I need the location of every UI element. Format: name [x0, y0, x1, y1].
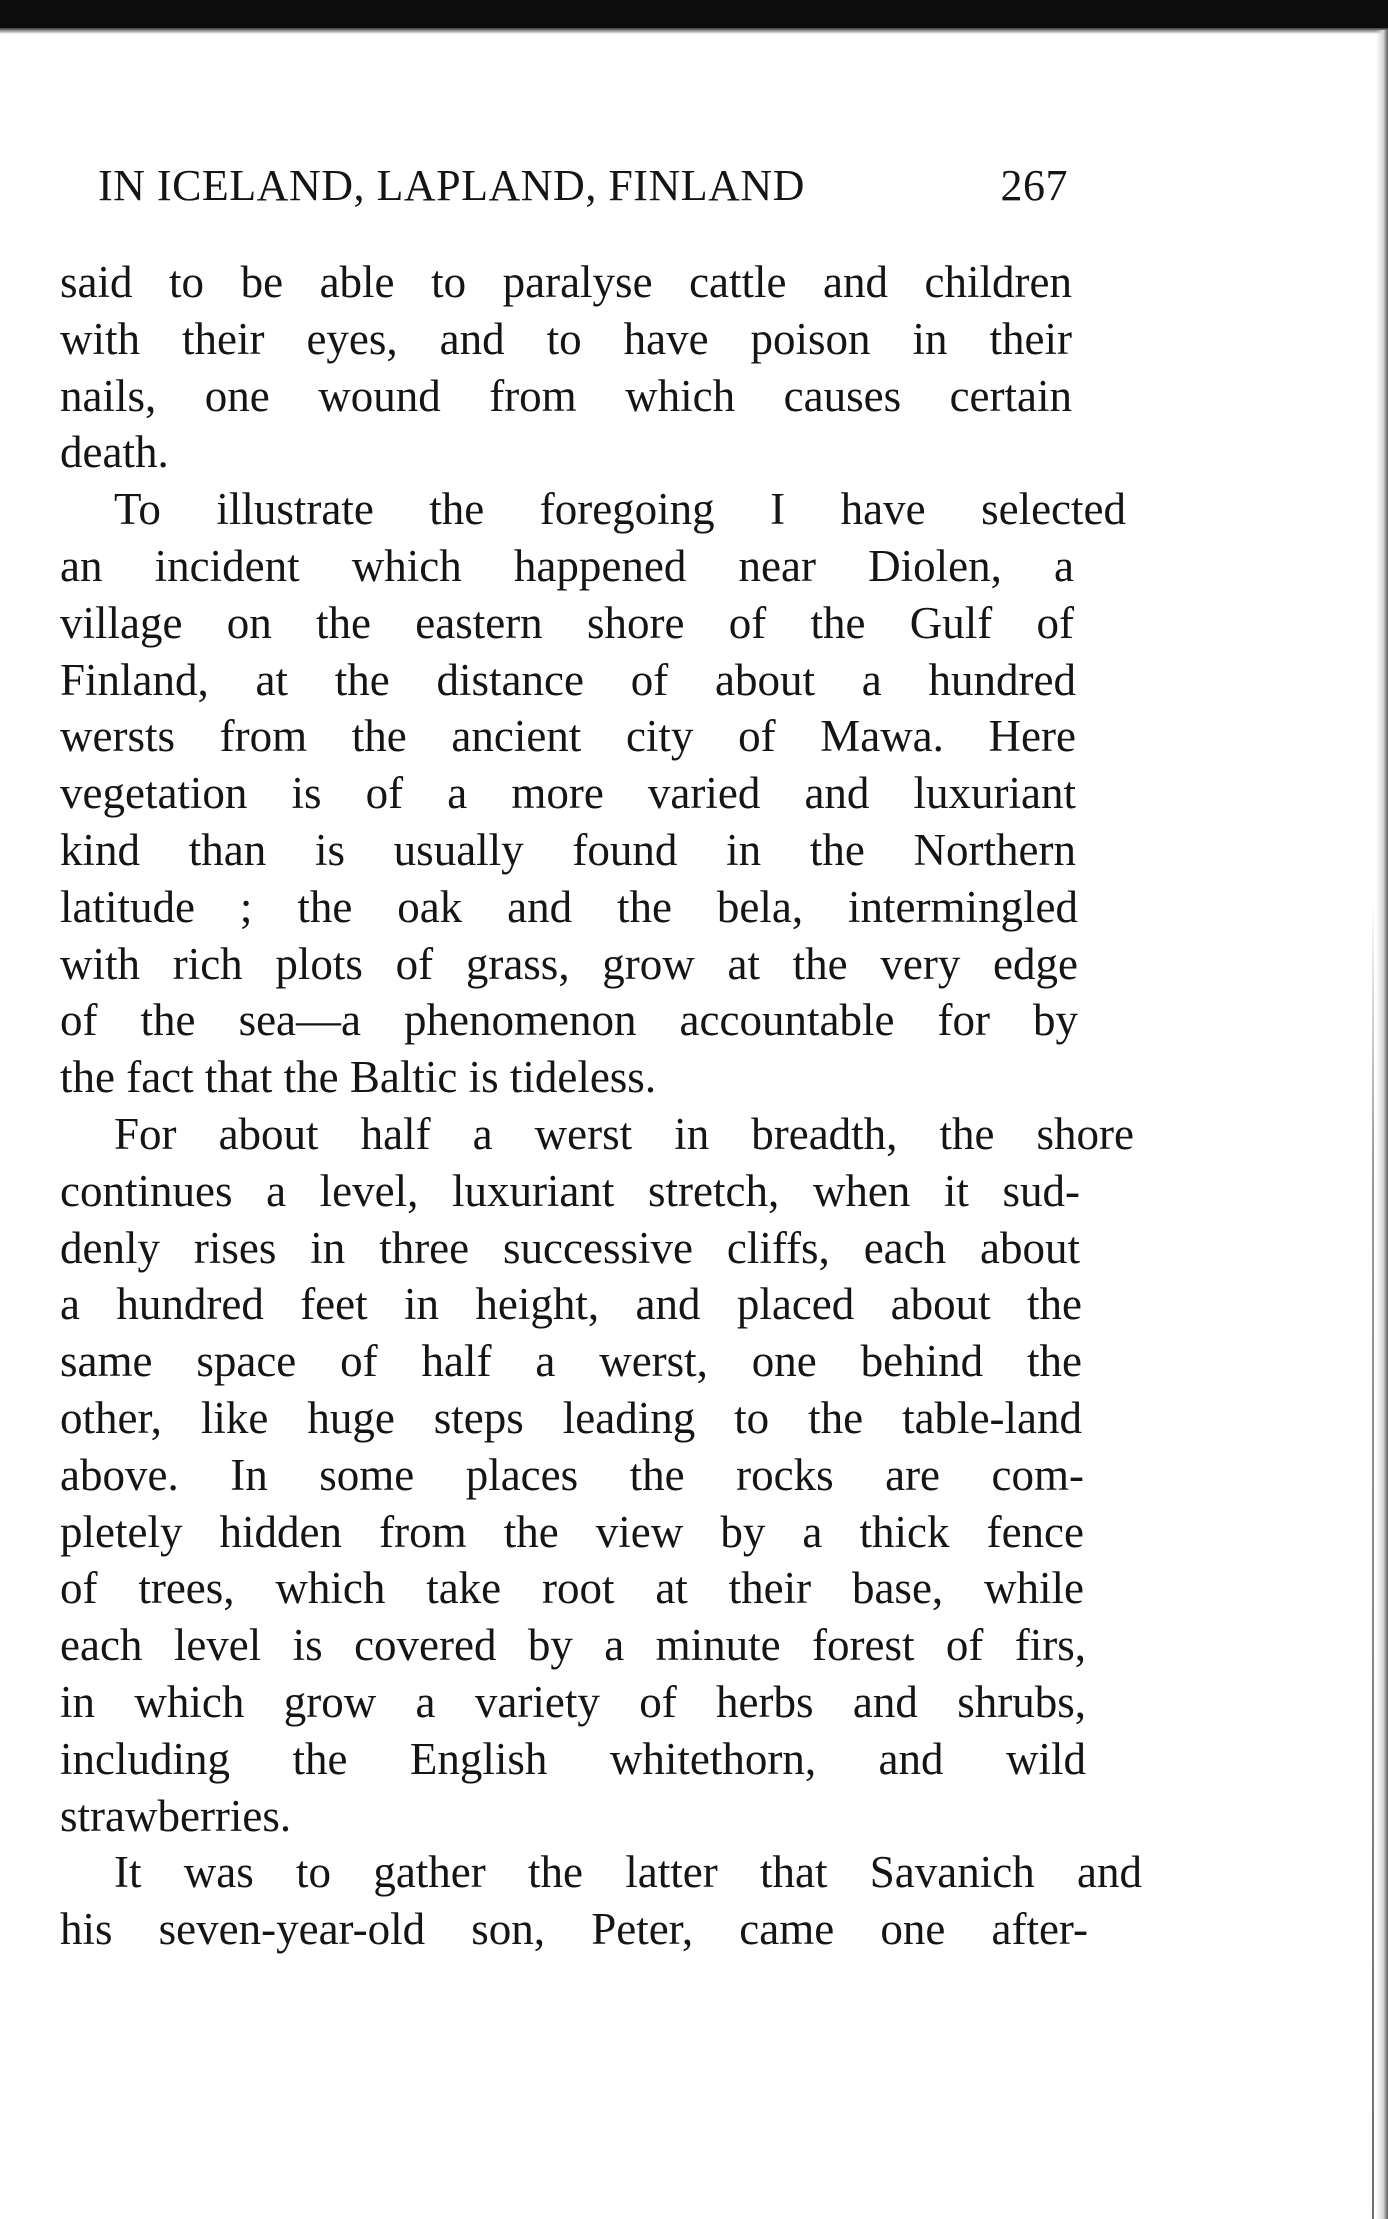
text-line: including the English whitethorn, and wild: [60, 1733, 1086, 1784]
text-line: kind than is usually found in the Northern: [60, 824, 1076, 875]
text-line: a hundred feet in height, and placed about the: [60, 1279, 1082, 1330]
text-line: For about half a werst in breadth, the shore: [114, 1108, 1134, 1159]
text-line: vegetation is of a more varied and luxuriant: [60, 768, 1076, 819]
text-line: with rich plots of grass, grow at the very edge: [60, 938, 1078, 989]
text-line: other, like huge steps leading to the table-land: [60, 1392, 1082, 1443]
paragraph: [60, 254, 1080, 481]
text-line: his seven-year-old son, Peter, came one after-: [60, 1904, 1088, 1955]
text-line: denly rises in three successive cliffs, each about: [60, 1222, 1080, 1273]
text-line: the fact that the Baltic is tideless.: [60, 1052, 657, 1103]
body-text: [60, 254, 1142, 1958]
text-line: of the sea—a phenomenon accountable for by: [60, 995, 1078, 1046]
text-line: latitude ; the oak and the bela, intermingled: [60, 881, 1078, 932]
text-line: said to be able to paralyse cattle and children: [60, 257, 1072, 307]
scan-top-shadow: [0, 28, 1388, 34]
text-line: in which grow a variety of herbs and shrubs,: [60, 1676, 1086, 1727]
paragraph: [60, 1844, 1142, 1958]
paragraph: [60, 481, 1126, 1106]
scan-top-border: [0, 0, 1388, 28]
paragraph: [60, 1106, 1134, 1844]
scan-page-edge-line: [1372, 900, 1374, 2219]
text-line: wersts from the ancient city of Mawa. Here: [60, 711, 1076, 762]
text-line: strawberries.: [60, 1790, 292, 1841]
text-line: of trees, which take root at their base, while: [60, 1563, 1084, 1614]
text-line: above. In some places the rocks are com-: [60, 1449, 1084, 1500]
running-head: [98, 156, 1068, 216]
text-line: continues a level, luxuriant stretch, when it sud-: [60, 1165, 1080, 1216]
scan-right-edge-shadow: [1376, 30, 1388, 2219]
text-line: Finland, at the distance of about a hundred: [60, 654, 1076, 705]
text-line: an incident which happened near Diolen, a: [60, 540, 1074, 591]
text-line: It was to gather the latter that Savanich and: [114, 1847, 1142, 1898]
text-line: To illustrate the foregoing I have selected: [114, 484, 1126, 535]
text-line: nails, one wound from which causes certain: [60, 370, 1072, 421]
text-line: village on the eastern shore of the Gulf of: [60, 597, 1074, 648]
running-title: IN ICELAND, LAPLAND, FINLAND: [98, 161, 805, 210]
text-line: death.: [60, 427, 169, 478]
text-line: each level is covered by a minute forest of firs,: [60, 1620, 1086, 1671]
page-number: 267: [1000, 161, 1068, 210]
text-line: same space of half a werst, one behind the: [60, 1336, 1082, 1387]
text-line: with their eyes, and to have poison in their: [60, 313, 1072, 364]
text-line: pletely hidden from the view by a thick fence: [60, 1506, 1084, 1557]
